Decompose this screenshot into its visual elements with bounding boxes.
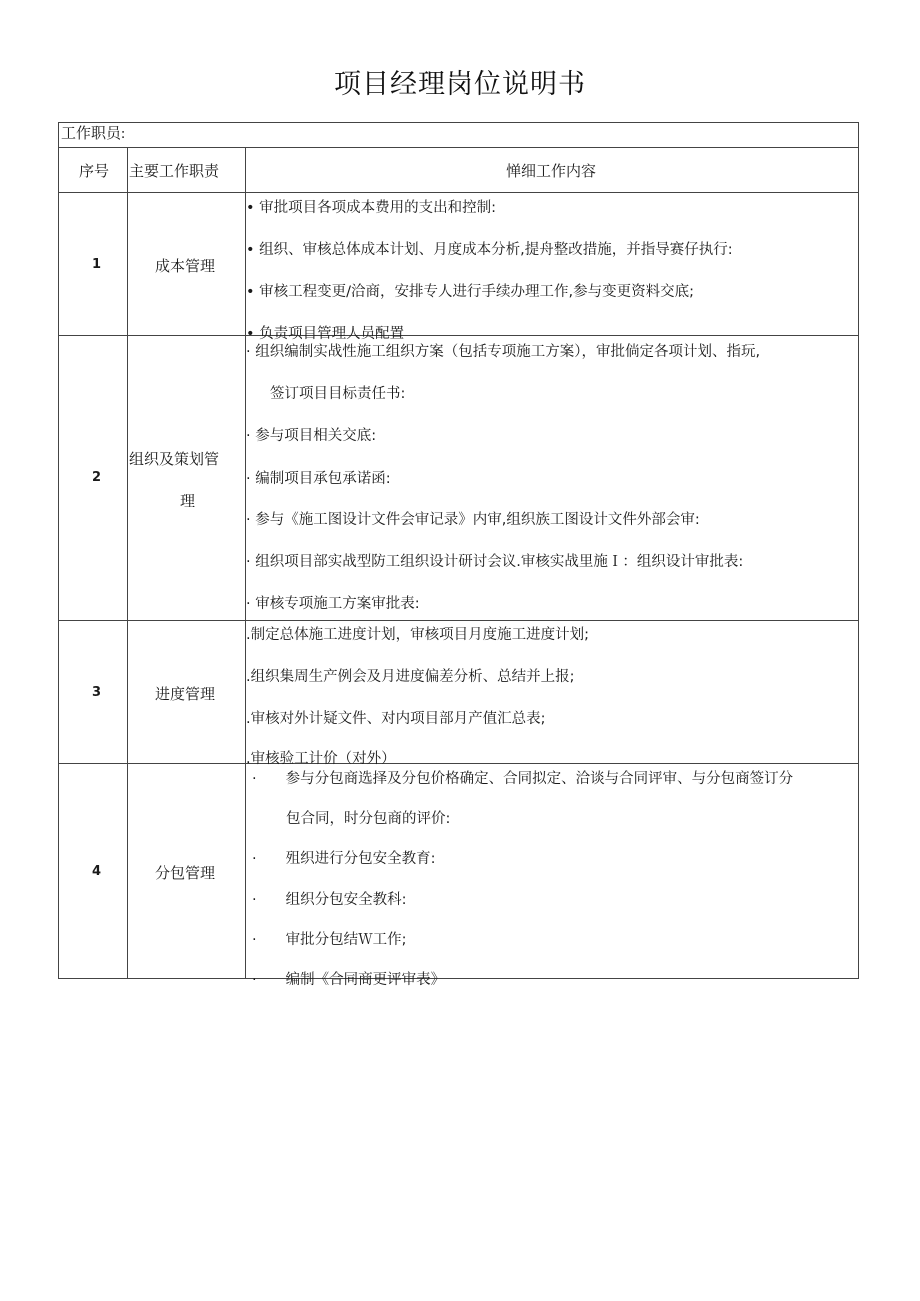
job-duty-line: 工作职员: — [61, 126, 126, 142]
detail-item: • 审核工程变更/洽商，安排专人进行手续办理工作,参与变更资料交底; — [246, 284, 695, 300]
row-detail-cell — [246, 193, 858, 342]
document-title: 项目经理岗位说明书 — [334, 69, 586, 100]
detail-item: 包合同，时分包商的评价: — [286, 811, 451, 827]
row-duty: 成本管理 — [155, 257, 216, 275]
detail-item: .审核对外计疑文件、对内项目部月产值汇总表; — [246, 711, 546, 727]
detail-item: · 参与分包商选择及分包价格确定、合同拟定、洽谈与合同评审、与分包商签订分 — [252, 771, 794, 787]
detail-item: .组织集周生产例会及月进度偏差分析、总结并上报; — [246, 669, 575, 685]
header-main-duty: 主要工作职责 — [129, 162, 220, 180]
detail-item: · 殂织进行分包安全教育: — [252, 851, 436, 867]
detail-item: · 审批分包结Ｗ工作; — [252, 932, 407, 948]
detail-item: · 组织分包安全教科: — [252, 892, 407, 908]
detail-item: • 负责项目管理人员配置 — [246, 326, 405, 342]
detail-item: · 审核专项施工方案审批表: — [246, 596, 420, 612]
row-detail-cell — [246, 764, 858, 988]
row-duty: 进度管理 — [155, 685, 216, 703]
detail-item: • 组织、审核总体成本计划、月度成本分析,提舟整改措施，并指导赛仔执行: — [246, 242, 733, 258]
detail-item: .制定总体施工进度计划，审核项目月度施工进度计划; — [246, 627, 589, 643]
row-number: 4 — [92, 864, 102, 879]
row-number: 3 — [92, 685, 102, 700]
row-duty: 分包管理 — [155, 864, 216, 882]
detail-item: • 审批项目各项成本费用的支出和控制: — [246, 200, 497, 216]
detail-item: · 编制项目承包承诺函: — [246, 471, 391, 487]
row-duty: 组织及策划管 — [129, 450, 220, 468]
row-number: 2 — [92, 470, 102, 485]
row-detail-cell — [246, 621, 858, 767]
detail-item: .审核验工计价（对外） — [246, 751, 396, 767]
detail-item: · 编制《合同商更评审表》 — [252, 972, 446, 988]
detail-item: · 组织编制实战性施工组织方案（包括专项施工方案），审批倘定各项计划、指玩, — [246, 344, 761, 360]
row-detail-cell — [246, 336, 858, 620]
detail-item: · 参与《施工图设计文件会审记录》内审,组织族工图设计文件外部会审: — [246, 512, 700, 528]
header-detail: 惮细工作内容 — [506, 162, 597, 180]
detail-item: 签订项目目标责任书: — [270, 386, 406, 402]
header-seq: 序号 — [79, 162, 110, 180]
col-divider-1 — [127, 147, 128, 979]
detail-item: · 参与项目相关交底: — [246, 428, 377, 444]
detail-item: · 组织项目部实战型防工组织设计研讨会议.审核实战里施Ｉ：组织设计审批表: — [246, 554, 744, 570]
row-number: 1 — [92, 257, 102, 272]
rule-below-job-line — [58, 147, 859, 148]
row-duty: 理 — [180, 492, 196, 510]
